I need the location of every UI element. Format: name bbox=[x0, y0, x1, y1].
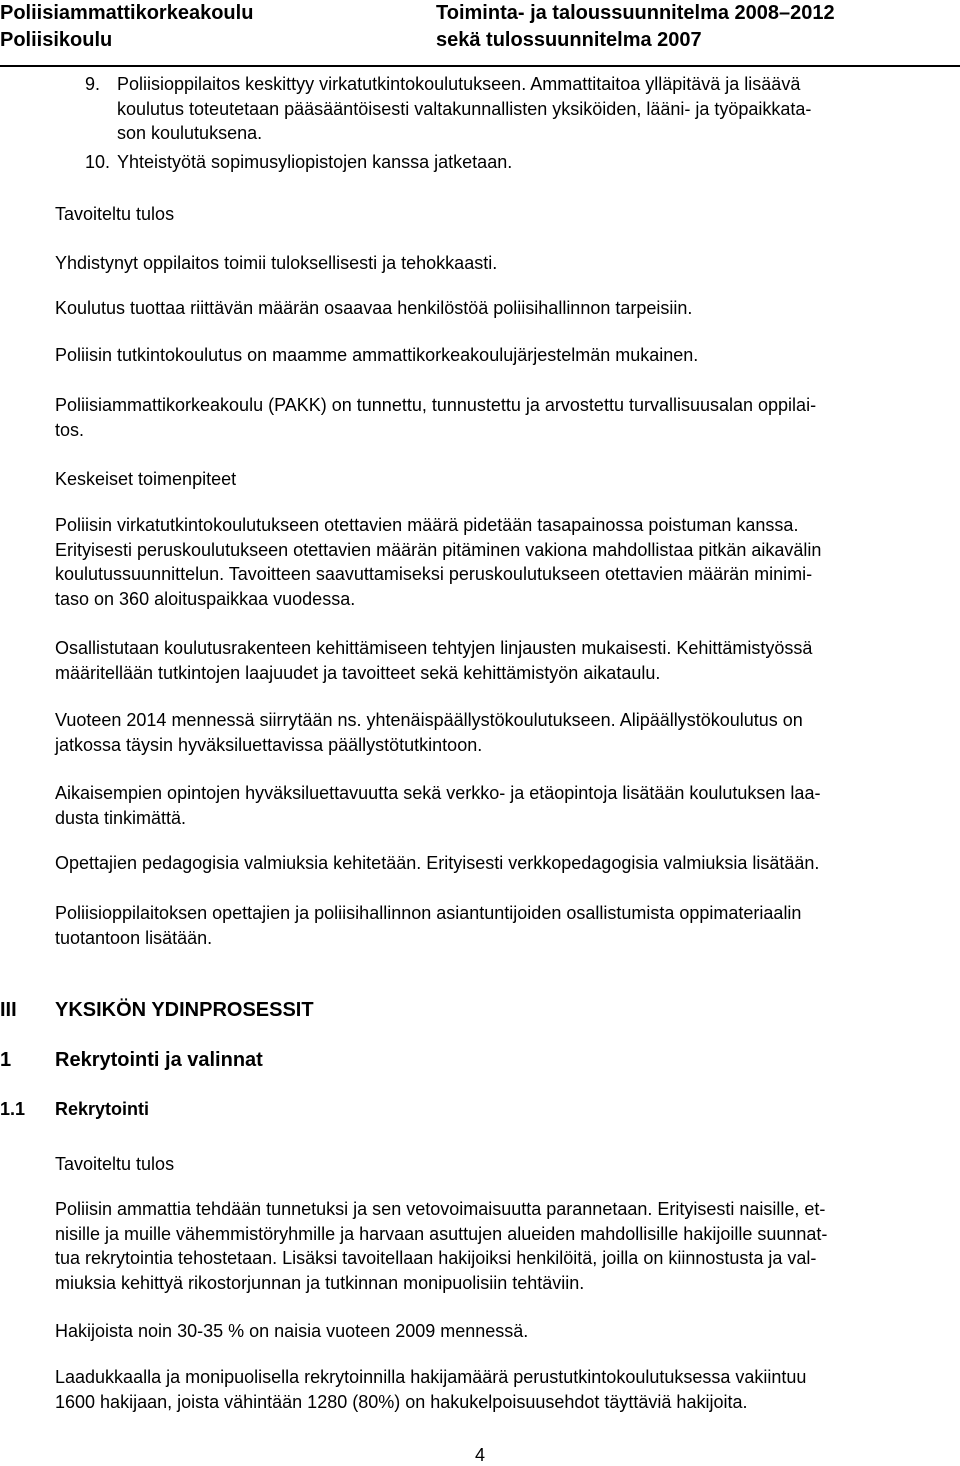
paragraph bbox=[55, 1319, 945, 1344]
text-line: Aikaisempien opintojen hyväksiluettavuutta sekä verkko- ja etäopintoja lisätään koulutuksen laa- bbox=[55, 783, 821, 803]
subheading-tavoiteltu-tulos-2: Tavoiteltu tulos bbox=[55, 1154, 175, 1174]
text-line: Opettajien pedagogisia valmiuksia kehitetään. Erityisesti verkkopedagogisia valmiuksia lisätään. bbox=[55, 853, 820, 873]
text-line: miuksia kehittyä rikostorjunnan ja tutkinnan monipuolisiin tehtäviin. bbox=[55, 1272, 585, 1293]
text-line: Hakijoista noin 30-35 % on naisia vuoteen 2009 mennessä. bbox=[55, 1321, 529, 1341]
text-line: taso on 360 aloituspaikkaa vuodessa. bbox=[55, 588, 356, 609]
subheading-keskeiset-toimenpiteet: Keskeiset toimenpiteet bbox=[55, 469, 237, 489]
paragraph: Poliisin tutkintokoulutus on maamme ammattikorkeakoulujärjestelmän mukainen. bbox=[55, 345, 699, 365]
list-number-10: 10. bbox=[85, 152, 111, 172]
text-line: nisille ja muille vähemmistöryhmille ja harvaan asuttujen alueiden mahdollisille hakijoille suunnat- bbox=[55, 1223, 828, 1244]
heading-text: YKSIKÖN YDINPROSESSIT bbox=[55, 999, 314, 1021]
heading-number: 1.1 bbox=[0, 1099, 26, 1119]
text-line: Vuoteen 2014 mennessä siirrytään ns. yhtenäispäällystökoulutukseen. Alipäällystökoulutus on bbox=[55, 710, 803, 730]
text-line: dusta tinkimättä. bbox=[55, 807, 187, 828]
text-line: tuotantoon lisätään. bbox=[55, 927, 213, 948]
paragraph bbox=[55, 393, 945, 442]
paragraph bbox=[55, 1197, 945, 1295]
paragraph bbox=[55, 901, 945, 950]
list-number: 9. bbox=[85, 74, 101, 94]
header-org-line2: Poliisikoulu bbox=[0, 29, 113, 51]
list-item-10-text bbox=[117, 150, 947, 175]
paragraph bbox=[55, 513, 945, 611]
text-line: Osallistutaan koulutusrakenteen kehittämiseen tehtyjen linjausten mukaisesti. Kehittämistyössä bbox=[55, 638, 813, 658]
text-line: Laadukkaalla ja monipuolisella rekrytoinnilla hakijamäärä perustutkintokoulutuksessa vakiintuu bbox=[55, 1367, 807, 1387]
text-line: jatkossa täysin hyväksiluettavissa päällystötutkintoon. bbox=[55, 734, 483, 755]
heading-text: Rekrytointi ja valinnat bbox=[55, 1049, 263, 1071]
text-line: Yhteistyötä sopimusyliopistojen kanssa jatketaan. bbox=[117, 152, 513, 172]
header-organization bbox=[0, 0, 253, 54]
heading-number: 1 bbox=[0, 1049, 12, 1071]
header-document-title bbox=[436, 0, 835, 54]
text-line: tua rekrytointia tehostetaan. Lisäksi tavoitellaan hakijoiksi henkilöitä, joilla on kiinnostusta ja val- bbox=[55, 1248, 817, 1268]
header-divider bbox=[0, 65, 960, 67]
text-line: Poliisin virkatutkintokoulutukseen otettavien määrä pidetään tasapainossa poistuman kanssa. bbox=[55, 515, 799, 535]
paragraph: Yhdistynyt oppilaitos toimii tuloksellisesti ja tehokkaasti. bbox=[55, 253, 498, 273]
text-line: koulutussuunnittelun. Tavoitteen saavuttamiseksi peruskoulutukseen otettavien määrän minimi- bbox=[55, 564, 813, 584]
paragraph bbox=[55, 708, 945, 757]
text-line: tos. bbox=[55, 419, 85, 440]
text-line: Poliisin ammattia tehdään tunnetuksi ja sen vetovoimaisuutta parannetaan. Erityisesti naisille, et- bbox=[55, 1199, 826, 1219]
paragraph bbox=[55, 781, 945, 830]
text-line: Poliisiammattikorkeakoulu (PAKK) on tunnettu, tunnustettu ja arvostettu turvallisuusalan oppilai- bbox=[55, 395, 817, 415]
text-line: määritellään tutkintojen laajuudet ja tavoitteet sekä kehittämistyön aikataulu. bbox=[55, 662, 661, 683]
text-line: 1600 hakijaan, joista vähintään 1280 (80%) on hakukelpoisuusehdot täyttäviä hakijoita. bbox=[55, 1391, 748, 1412]
page-header bbox=[0, 0, 960, 68]
header-title-line1: Toiminta- ja taloussuunnitelma 2008–2012 bbox=[436, 2, 835, 24]
header-title-line2: sekä tulossuunnitelma 2007 bbox=[436, 29, 702, 51]
page-number: 4 bbox=[474, 1445, 485, 1465]
subheading-tavoiteltu-tulos: Tavoiteltu tulos bbox=[55, 204, 175, 224]
paragraph: Koulutus tuottaa riittävän määrän osaavaa henkilöstöä poliisihallinnon tarpeisiin. bbox=[55, 298, 693, 318]
list-item-9-text bbox=[117, 72, 947, 146]
heading-text: Rekrytointi bbox=[55, 1099, 150, 1119]
paragraph bbox=[55, 851, 945, 876]
text-line: Poliisioppilaitoksen opettajien ja poliisihallinnon asiantuntijoiden osallistumista oppimateriaalin bbox=[55, 903, 802, 923]
paragraph bbox=[55, 1365, 945, 1414]
text-line: koulutus toteutetaan pääsääntöisesti valtakunnallisten yksiköiden, lääni- ja työpaikkata- bbox=[117, 98, 812, 119]
heading-number: III bbox=[0, 999, 17, 1021]
paragraph bbox=[55, 636, 945, 685]
header-org-line1: Poliisiammattikorkeakoulu bbox=[0, 2, 254, 24]
text-line: Poliisioppilaitos keskittyy virkatutkintokoulutukseen. Ammattitaitoa ylläpitävä ja lisäävä bbox=[117, 74, 801, 94]
text-line: Erityisesti peruskoulutukseen otettavien määrän pitäminen vakiona mahdollistaa pitkän aikavälin bbox=[55, 539, 822, 560]
text-line: son koulutuksena. bbox=[117, 123, 263, 143]
